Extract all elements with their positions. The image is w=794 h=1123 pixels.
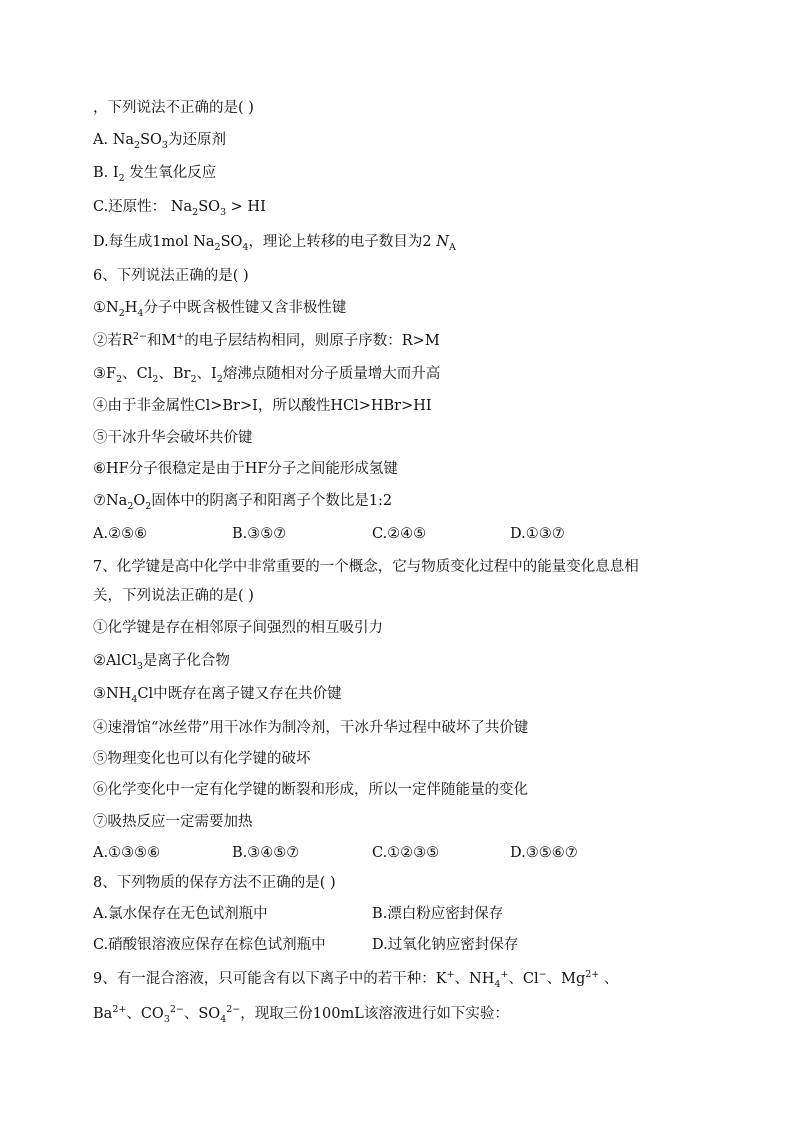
q7-statement-1: ①化学键是存在相邻原子间强烈的相互吸引力 xyxy=(93,620,383,636)
q7-statement-3: $③NH_4Cl$中既存在离子键又存在共价键 xyxy=(93,686,342,705)
q7-stem-line-1: 7、化学键是高中化学中非常重要的一个概念，它与物质变化过程中的能量变化息息相 xyxy=(93,559,639,575)
q7-option-d: D.③⑤⑥⑦ xyxy=(510,845,578,861)
q6-statement-2: ②若$R^{2-}$和M+的电子层结构相同，则原子序数：R>M xyxy=(93,331,440,349)
q7-option-b: B.③④⑤⑦ xyxy=(232,845,300,861)
q8-stem: 8、下列物质的保存方法不正确的是( ) xyxy=(93,875,336,891)
q6-statement-7: $⑦Na_2O_2$固体中的阴离子和阳离子个数比是1:2 xyxy=(93,493,393,512)
q5-option-a: A. $Na_2SO_3$为还原剂 xyxy=(93,132,226,151)
q7-statement-7: ⑦吸热反应一定需要加热 xyxy=(93,814,253,830)
q7-option-c: C.①②③⑤ xyxy=(372,845,440,861)
q8-option-d: D.过氧化钠应密封保存 xyxy=(372,937,519,953)
q7-option-a: A.①③⑤⑥ xyxy=(93,845,161,861)
q8-option-c: C.硝酸银溶液应保存在棕色试剂瓶中 xyxy=(93,937,326,953)
q5-stem: ，下列说法不正确的是( ) xyxy=(93,100,254,116)
q9-stem-line-2: $Ba^{2+}$、$CO_3^{2-}$、$SO_4^{2-}$，现取三份100mL该溶液进行如下实验： xyxy=(93,1004,509,1025)
q6-statement-4: ④由于非金属性Cl>Br>I，所以酸性HCl>HBr>HI xyxy=(93,398,432,414)
q6-statement-3: $③F_2$、$Cl_2$、$Br_2$、$I_2$熔沸点随相对分子质量增大而升高 xyxy=(93,366,441,385)
q8-option-a: A.氯水保存在无色试剂瓶中 xyxy=(93,906,268,922)
q7-statement-2: ②AlCl$_3$是离子化合物 xyxy=(93,653,230,672)
q5-option-c: C.还原性： $Na_2SO_3$ > HI xyxy=(93,199,266,218)
q6-statement-5: ⑤干冰升华会破坏共价键 xyxy=(93,430,253,446)
q5-option-b: B. $I_2$ 发生氧化反应 xyxy=(93,165,217,184)
q6-option-c: C.②④⑤ xyxy=(372,526,427,542)
q7-statement-5: ⑤物理变化也可以有化学键的破坏 xyxy=(93,751,311,767)
q6-option-b: B.③⑤⑦ xyxy=(232,526,287,542)
q6-stem: 6、下列说法正确的是( ) xyxy=(93,268,249,284)
q7-statement-4: ④速滑馆“冰丝带”用干冰作为制冷剂，干冰升华过程中破坏了共价键 xyxy=(93,720,529,736)
q6-statement-6: ⑥HF分子很稳定是由于HF分子之间能形成氢键 xyxy=(93,461,398,477)
q6-statement-1: $①N_2H_4$分子中既含极性键又含非极性键 xyxy=(93,300,347,319)
q7-stem-line-2: 关，下列说法正确的是( ) xyxy=(93,588,254,604)
q6-option-d: D.①③⑦ xyxy=(510,526,565,542)
q7-statement-6: ⑥化学变化中一定有化学键的断裂和形成，所以一定伴随能量的变化 xyxy=(93,782,528,798)
q8-option-b: B.漂白粉应密封保存 xyxy=(372,906,504,922)
q9-stem-line-1: 9、有一混合溶液，只可能含有以下离子中的若干种：K+、$NH_4^+$、Cl−、$Mg^{2+}$ 、 xyxy=(93,969,619,990)
q5-option-d: D.每生成1mol $Na_2SO_4$，理论上转移的电子数目为2 $N_A$ xyxy=(93,234,456,253)
q6-option-a: A.②⑤⑥ xyxy=(93,526,148,542)
